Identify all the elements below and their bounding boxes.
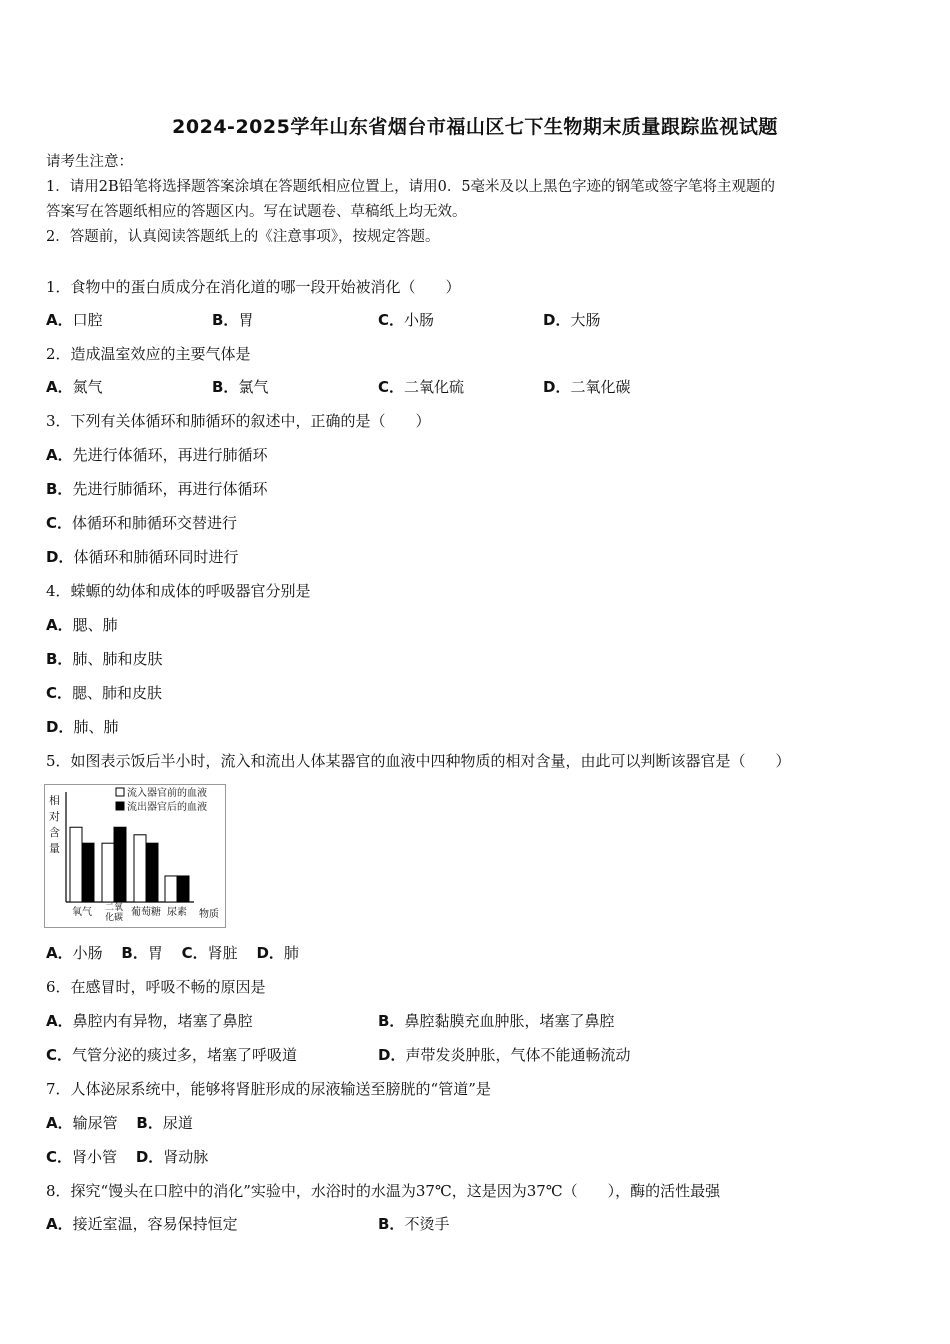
- option-text: 先进行体循环，再进行肺循环: [72, 446, 268, 464]
- question-3-option-b: [46, 479, 267, 499]
- question-6-option-d: [378, 1045, 630, 1065]
- option-label: B．: [46, 480, 73, 498]
- question-5-stem: 5．如图表示饭后半小时，流入和流出人体某器官的血液中四种物质的相对含量，由此可以判断该器官是（ ）: [46, 752, 791, 770]
- option-label: B．: [46, 650, 73, 668]
- question-4-stem: 4．蝾螈的幼体和成体的呼吸器官分别是: [46, 582, 311, 600]
- question-3-option-c: [46, 513, 237, 533]
- category-label: 化碳: [104, 913, 124, 923]
- option-text: 肾脏: [207, 944, 238, 962]
- option-text: 输尿管: [72, 1114, 118, 1132]
- option-label: B．: [212, 311, 239, 329]
- option-text: 二氧化碳: [570, 378, 631, 396]
- question-1-option-d: [543, 310, 600, 330]
- legend-label: 流出器官后的血液: [127, 802, 207, 813]
- y-axis-label-char: 量: [49, 842, 60, 855]
- option-label: C．: [46, 1046, 73, 1064]
- question-6-option-c: [46, 1045, 297, 1065]
- category-label: 尿素: [167, 907, 187, 918]
- option-label: A．: [46, 616, 73, 634]
- question-1-option-a: [46, 310, 103, 330]
- option-label: C．: [378, 311, 405, 329]
- question-4-option-c: [46, 683, 162, 703]
- bar-inflow: [70, 827, 82, 902]
- option-label: A．: [46, 446, 73, 464]
- exam-title: 2024-2025学年山东省烟台市福山区七下生物期末质量跟踪监视试题: [172, 116, 778, 138]
- question-1-stem: 1．食物中的蛋白质成分在消化道的哪一段开始被消化（ ）: [46, 278, 461, 296]
- option-text: 先进行肺循环，再进行体循环: [72, 480, 268, 498]
- question-3-stem: 3．下列有关体循环和肺循环的叙述中，正确的是（ ）: [46, 412, 431, 430]
- option-text: 肺: [283, 944, 299, 962]
- option-text: 口腔: [72, 311, 103, 329]
- option-text: 氯气: [238, 378, 269, 396]
- question-4-option-b: [46, 649, 162, 669]
- notice-item-2: 2．答题前，认真阅读答题纸上的《注意事项》，按规定答题。: [46, 229, 440, 245]
- option-label: C．: [378, 378, 405, 396]
- bar-inflow: [102, 843, 114, 902]
- question-7-stem: 7．人体泌尿系统中，能够将肾脏形成的尿液输送至膀胱的“管道”是: [46, 1080, 491, 1098]
- question-3-option-a: [46, 445, 268, 465]
- option-text: 肺、肺和皮肤: [72, 650, 163, 668]
- question-6-option-b: [378, 1011, 614, 1031]
- option-label: C．: [46, 1148, 73, 1166]
- option-text: 二氧化硫: [404, 378, 465, 396]
- option-text: 肺、肺: [73, 718, 119, 736]
- option-label: B．: [378, 1215, 405, 1233]
- option-label: A．: [46, 311, 73, 329]
- question-1-option-c: [378, 310, 434, 330]
- option-label: C．: [46, 684, 73, 702]
- question-6-option-a: [46, 1011, 253, 1031]
- option-text: 鼻腔内有异物，堵塞了鼻腔: [72, 1012, 253, 1030]
- option-text: 大肠: [570, 311, 601, 329]
- question-1-option-b: [212, 310, 253, 330]
- question-2-option-a: [46, 377, 103, 397]
- notice-item-1-line-1: 1．请用2B铅笔将选择题答案涂填在答题纸相应位置上，请用0．5毫米及以上黑色字迹的钢笔或签字笔将主观题的: [46, 179, 776, 195]
- option-text: 气管分泌的痰过多，堵塞了呼吸道: [72, 1046, 298, 1064]
- option-text: 接近室温，容易保持恒定: [72, 1215, 238, 1233]
- option-text: 体循环和肺循环同时进行: [73, 548, 239, 566]
- option-text: 声带发炎肿胀，气体不能通畅流动: [405, 1046, 631, 1064]
- y-axis-label-char: 相: [49, 794, 60, 807]
- question-5-bar-chart: [44, 784, 226, 928]
- bar-outflow: [177, 876, 189, 902]
- legend-label: 流入器官前的血液: [127, 788, 207, 799]
- option-text: 腮、肺: [72, 616, 118, 634]
- question-5-options: [46, 943, 299, 963]
- option-label: C．: [181, 944, 208, 962]
- option-text: 尿道: [162, 1114, 193, 1132]
- option-label: D．: [543, 311, 571, 329]
- option-label: D．: [256, 944, 284, 962]
- question-2-option-c: [378, 377, 464, 397]
- bar-outflow: [114, 827, 126, 902]
- question-8-stem: 8．探究“馒头在口腔中的消化”实验中，水浴时的水温为37℃，这是因为37℃（ ），酶的活性最强: [46, 1182, 721, 1200]
- question-8-option-a: [46, 1214, 238, 1234]
- option-label: D．: [378, 1046, 406, 1064]
- option-text: 肾小管: [72, 1148, 118, 1166]
- category-label: 氧气: [72, 907, 92, 918]
- option-label: C．: [46, 514, 73, 532]
- question-7-options-cd: [46, 1147, 208, 1167]
- option-text: 体循环和肺循环交替进行: [72, 514, 238, 532]
- option-label: A．: [46, 1114, 73, 1132]
- y-axis-label-char: 对: [49, 810, 60, 823]
- option-text: 氮气: [72, 378, 103, 396]
- option-text: 胃: [147, 944, 163, 962]
- option-label: D．: [135, 1148, 164, 1166]
- option-label: D．: [46, 718, 74, 736]
- question-3-option-d: [46, 547, 238, 567]
- question-2-option-b: [212, 377, 268, 397]
- y-axis-label-char: 含: [49, 826, 60, 839]
- option-text: 不烫手: [404, 1215, 450, 1233]
- option-text: 腮、肺和皮肤: [72, 684, 163, 702]
- option-text: 肾动脉: [163, 1148, 209, 1166]
- option-label: D．: [46, 548, 74, 566]
- question-2-stem: 2．造成温室效应的主要气体是: [46, 345, 251, 363]
- question-2-option-d: [543, 377, 630, 397]
- question-6-stem: 6．在感冒时，呼吸不畅的原因是: [46, 978, 266, 996]
- bar-outflow: [82, 843, 94, 902]
- question-8-option-b: [378, 1214, 449, 1234]
- question-4-option-a: [46, 615, 118, 635]
- notice-heading: 请考生注意：: [46, 154, 133, 170]
- category-label: 二氧: [104, 903, 124, 913]
- option-label: A．: [46, 1012, 73, 1030]
- option-label: D．: [543, 378, 571, 396]
- legend-swatch: [116, 802, 124, 810]
- option-text: 小肠: [72, 944, 103, 962]
- option-label: A．: [46, 944, 73, 962]
- option-label: B．: [121, 944, 148, 962]
- option-label: B．: [212, 378, 239, 396]
- option-text: 胃: [238, 311, 254, 329]
- x-axis-label: 物质: [199, 909, 219, 920]
- option-label: B．: [136, 1114, 163, 1132]
- bar-inflow: [134, 835, 146, 902]
- bar-inflow: [165, 876, 177, 902]
- category-label: 葡萄糖: [131, 907, 161, 918]
- option-label: A．: [46, 378, 73, 396]
- question-4-option-d: [46, 717, 118, 737]
- option-text: 小肠: [404, 311, 435, 329]
- notice-item-1-line-2: 答案写在答题纸相应的答题区内。写在试题卷、草稿纸上均无效。: [46, 204, 467, 220]
- option-label: B．: [378, 1012, 405, 1030]
- option-label: A．: [46, 1215, 73, 1233]
- bar-outflow: [146, 843, 158, 902]
- question-7-options-ab: [46, 1113, 193, 1133]
- legend-swatch: [116, 788, 124, 796]
- option-text: 鼻腔黏膜充血肿胀，堵塞了鼻腔: [404, 1012, 615, 1030]
